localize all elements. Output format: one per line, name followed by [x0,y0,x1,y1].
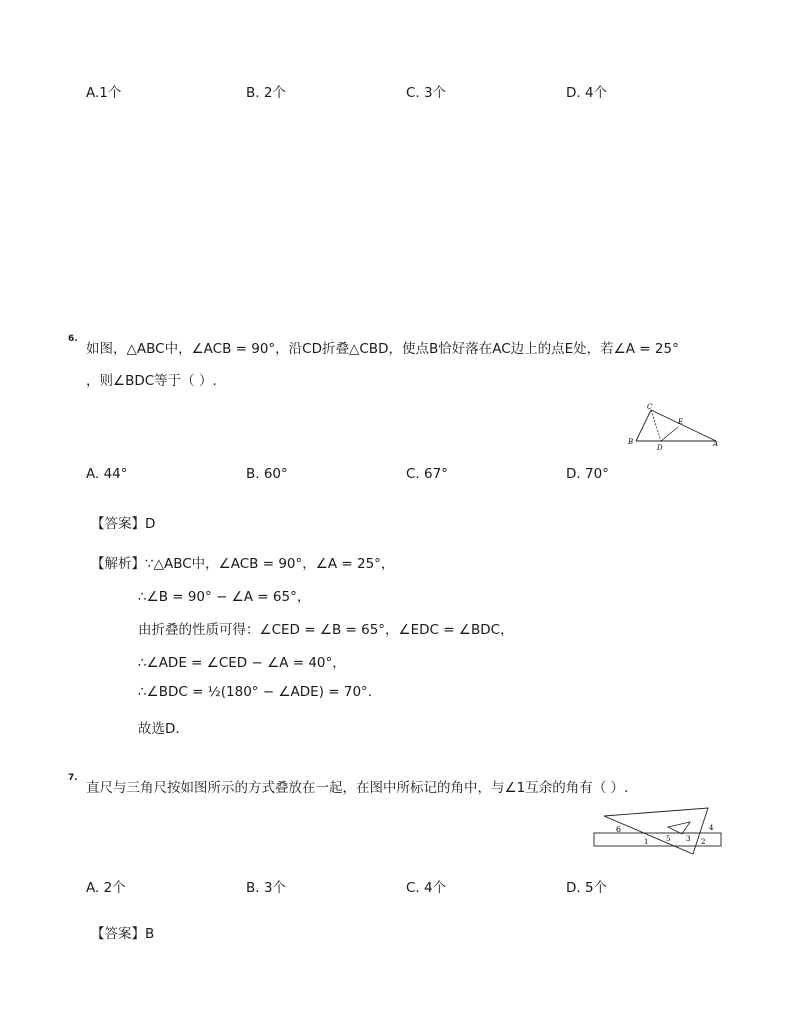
q6-answer: 【答案】D [91,516,156,532]
q5-option-d: D. 4个 [566,85,608,101]
q6-analysis-line4: ∴∠ADE = ∠CED − ∠A = 40°， [138,655,346,671]
q6-analysis-line5: ∴∠BDC = ½(180° − ∠ADE) = 70°. [138,684,373,700]
q7-option-a: A. 2个 [86,880,126,896]
q6-option-a: A. 44° [86,466,128,482]
q6-option-c: C. 67° [406,466,448,482]
ruler-triangle-figure [590,802,726,860]
question-number: 7. [68,773,78,783]
label-c: C [647,403,653,411]
label-b: B [628,438,634,446]
angle-label-2: 2 [701,838,706,846]
triangle-fold-figure [624,400,724,452]
q5-option-c: C. 3个 [406,85,447,101]
label-e: E [678,418,684,426]
q6-option-d: D. 70° [566,466,609,482]
q7-answer: 【答案】B [91,926,155,942]
angle-label-6: 6 [616,825,622,834]
q6-option-b: B. 60° [246,466,288,482]
q6-analysis-line6: 故选D. [138,721,180,737]
question-stem-line1: 如图，△ABC中，∠ACB = 90°，沿CD折叠△CBD，使点B恰好落在AC边上的点E处，若∠A = 25° [86,341,679,357]
angle-label-1: 1 [644,838,649,846]
label-a: A [713,440,719,448]
q7-option-c: C. 4个 [406,880,447,896]
q5-option-b: B. 2个 [246,85,286,101]
q6-analysis-line2: ∴∠B = 90° − ∠A = 65°， [138,589,311,605]
q6-analysis-line3: 由折叠的性质可得：∠CED = ∠B = 65°，∠EDC = ∠BDC， [138,622,514,638]
q5-option-a: A.1个 [86,85,122,101]
q6-analysis-line1: 【解析】∵△ABC中，∠ACB = 90°，∠A = 25°， [91,556,395,572]
angle-label-5: 5 [666,835,671,843]
q7-option-b: B. 3个 [246,880,286,896]
angle-label-3: 3 [686,835,691,843]
q7-option-d: D. 5个 [566,880,608,896]
question-stem: 直尺与三角尺按如图所示的方式叠放在一起，在图中所标记的角中，与∠1互余的角有（ ）. [86,780,629,796]
question-number: 6. [68,334,78,344]
question-stem-line2: ，则∠BDC等于（ ）. [86,373,217,389]
angle-label-4: 4 [709,824,714,832]
label-d: D [657,444,663,452]
